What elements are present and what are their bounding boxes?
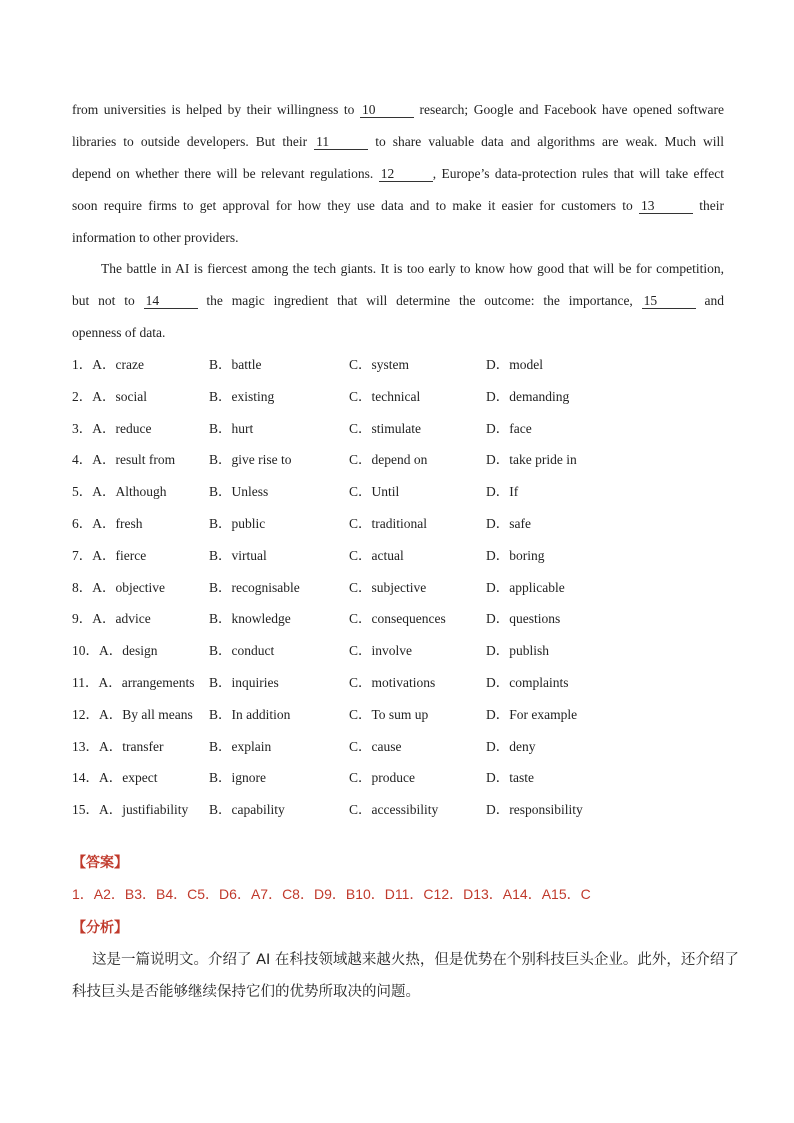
option-d: D．publish (486, 643, 550, 659)
option-c: C．actual (349, 547, 404, 563)
option-c: C．subjective (349, 579, 427, 595)
option-d: D．face (486, 420, 532, 436)
blank-14: 14 (144, 293, 198, 309)
answer-heading: 【答案】 (72, 855, 128, 871)
option-b: B．virtual (209, 547, 267, 563)
passage-text: , Europe’s data-protection rules that will take effect (432, 166, 724, 181)
option-c: C．stimulate (349, 420, 421, 436)
option-d: D．safe (486, 515, 531, 531)
passage-text: depend on whether there will be relevant regulations. (72, 166, 374, 181)
passage-line: information to other providers. (72, 230, 239, 245)
passage-line (72, 285, 724, 317)
option-b: B．conduct (209, 643, 275, 659)
passage-text: soon require firms to get approval for how they use data and to make it easier for customers to (72, 198, 633, 213)
option-b: B．recognisable (209, 579, 300, 595)
passage-line (72, 158, 724, 190)
passage-line: openness of data. (72, 325, 166, 340)
option-d: D．deny (486, 738, 536, 754)
option-c: C．Until (349, 484, 400, 500)
option-c: C．To sum up (349, 706, 429, 722)
option-a: 10．A．design (72, 643, 158, 659)
option-b: B．hurt (209, 420, 254, 436)
option-b: B．public (209, 515, 266, 531)
option-a: 8．A．objective (72, 579, 165, 595)
option-c: C．system (349, 357, 410, 372)
option-c: C．consequences (349, 611, 446, 627)
option-d: D．take pride in (486, 452, 577, 468)
passage-line (72, 126, 724, 158)
passage-text: and (704, 293, 725, 308)
blank-12: 12 (379, 166, 433, 182)
option-d: D．complaints (486, 674, 569, 690)
option-d: D．boring (486, 547, 545, 563)
passage-text: but not to (72, 293, 135, 308)
option-b: B．Unless (209, 484, 269, 500)
blank-10: 10 (360, 102, 414, 118)
option-d: D．model (486, 357, 543, 372)
passage-line (72, 94, 724, 126)
blank-13: 13 (639, 198, 693, 214)
option-a: 12．A．By all means (72, 706, 193, 722)
passage-text: libraries to outside developers. But their (72, 134, 308, 149)
answer-key: 1．A2．B3．B4．C5．D6．A7．C8．D9．B10．D11．C12．D13．A14．A15．C (72, 886, 591, 902)
option-b: B．inquiries (209, 674, 279, 690)
passage-paragraph-2 (72, 253, 724, 349)
option-d: D．questions (486, 611, 561, 627)
passage-line: The battle in AI is fiercest among the tech giants. It is too early to know how good that will be for competition, (101, 261, 724, 276)
option-a: 11．A．arrangements (72, 674, 195, 690)
analysis-heading: 【分析】 (72, 920, 128, 936)
option-d: D．demanding (486, 388, 570, 404)
option-a: 2．A．social (72, 388, 147, 404)
option-a: 6．A．fresh (72, 515, 143, 531)
option-b: B．ignore (209, 770, 266, 786)
option-a: 13．A．transfer (72, 738, 164, 754)
option-b: B．knowledge (209, 611, 291, 627)
passage-text: the magic ingredient that will determine the outcome: the importance, (206, 293, 633, 308)
option-a: 9．A．advice (72, 611, 151, 627)
option-a: 4．A．result from (72, 452, 176, 468)
passage-text: from universities is helped by their willingness to (72, 102, 355, 117)
option-c: C．depend on (349, 452, 428, 468)
analysis-line: 科技巨头是否能够继续保持它们的优势所取决的问题。 (72, 984, 420, 1000)
option-d: D．responsibility (486, 802, 583, 818)
option-b: B．In addition (209, 706, 291, 722)
option-a: 14．A．expect (72, 770, 158, 786)
option-b: B．explain (209, 738, 272, 754)
option-c: C．motivations (349, 674, 436, 690)
blank-15: 15 (642, 293, 696, 309)
option-c: C．traditional (349, 515, 427, 531)
option-b: B．give rise to (209, 452, 292, 468)
analysis-text (72, 944, 739, 1008)
analysis-line: 这是一篇说明文。介绍了 AI 在科技领域越来越火热，但是优势在个别科技巨头企业。此外，还介绍了 (92, 952, 739, 968)
passage-line (72, 190, 724, 222)
option-c: C．technical (349, 388, 421, 404)
option-c: C．cause (349, 738, 402, 754)
option-a: 15．A．justifiability (72, 802, 189, 818)
option-d: D．For example (486, 706, 578, 722)
passage-text: research; Google and Facebook have opened software (419, 102, 725, 117)
option-a: 5．A．Although (72, 484, 167, 500)
option-a: 7．A．fierce (72, 547, 147, 563)
option-c: C．involve (349, 643, 412, 659)
option-d: D．applicable (486, 579, 565, 595)
passage-paragraph-1 (72, 94, 724, 254)
passage-text: to share valuable data and algorithms are weak. Much will (375, 134, 725, 149)
option-c: C．produce (349, 770, 415, 786)
blank-11: 11 (314, 134, 368, 150)
passage-text: their (699, 198, 724, 213)
option-c: C．accessibility (349, 802, 439, 818)
option-b: B．existing (209, 388, 275, 404)
option-d: D．If (486, 484, 519, 500)
option-a: 1．A．craze (72, 357, 144, 372)
option-a: 3．A．reduce (72, 420, 152, 436)
option-d: D．taste (486, 770, 534, 786)
option-b: B．capability (209, 802, 285, 818)
option-b: B．battle (209, 357, 262, 372)
